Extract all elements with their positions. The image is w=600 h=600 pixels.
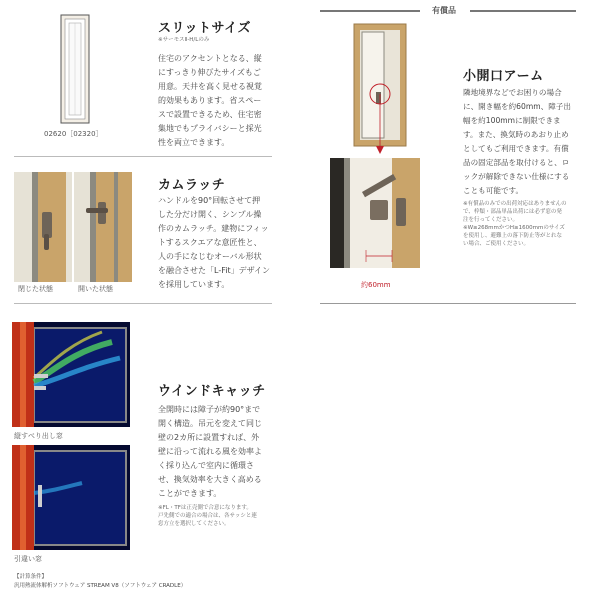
- cam-caption-closed: 閉じた状態: [18, 285, 53, 293]
- options-description: 隣地境界などでお困りの場合 に、開き幅を約60mm、障子出 幅を約100mmに制限できま す。また、換気時のあおり止め としてもご利用できます。有償 品の固定部品を取付けると、ロ ックが解除できない仕様にする ことも可能です。: [463, 88, 571, 195]
- airflow-sliding-drawing: [12, 445, 130, 550]
- options-header-rule-right: [470, 10, 576, 12]
- cam-latch-partial-image: [114, 172, 132, 282]
- cam-latch-closed-image: [14, 172, 72, 282]
- section-divider: [14, 303, 272, 304]
- options-header-rule-left: [320, 10, 420, 12]
- calc-text: 汎用熱流体解析ソフトウェア STREAM V8（ソフトウェア CRADLE）: [14, 583, 187, 589]
- airflow-simulation-casement: [12, 322, 130, 427]
- slit-subnote: ※サーモスⅡ-H/Lのみ: [158, 37, 210, 43]
- airflow-casement-drawing: [12, 322, 130, 427]
- slit-code-label: 02620［02320］: [44, 130, 103, 138]
- slit-description: 住宅のアクセントとなる、縦 にすっきり伸びたサイズもご 用意。天井を高く見せる視覚 的効果もあります。省スペー スで設置できるため、住宅密 集地でもプライバシーと採光 性を両立できます。: [158, 54, 262, 147]
- cam-latch-closed-drawing: [14, 172, 72, 282]
- cam-title: カムラッチ: [158, 178, 226, 193]
- cam-caption-open: 開いた状態: [78, 285, 113, 293]
- wind-title: ウインドキャッチ: [158, 384, 266, 399]
- arm-detail-drawing: [330, 158, 420, 268]
- section-divider: [14, 156, 272, 157]
- cam-description: ハンドルを90°回転させて押 した分だけ開く、シンプル操 作のカムラッチ。建物にフィッ トするスクエアな意匠性と、 人の手になじむオーバル形状 を融合させた「L-Fit」デザイン を採用しています。: [158, 196, 271, 289]
- slit-window-drawing: [60, 14, 90, 124]
- options-title: 小開口アーム: [463, 69, 544, 84]
- cam-latch-partial-drawing: [114, 172, 132, 282]
- wind-description: 全開時には障子が約90°まで 開く構造。吊元を変えて同じ 壁の2カ所に設置すれば、外 壁に沿って流れる風を効率よ く採り込んで室内に循環さ せ、換気効率を大きく高める ことができます。: [158, 405, 262, 498]
- options-header: 有償品: [432, 6, 456, 15]
- caption-casement: 縦すべり出し窓: [14, 432, 63, 440]
- arm-dimension-label: 約60mm: [361, 281, 391, 289]
- calc-label: 【計算条件】: [14, 574, 48, 580]
- options-bottom-rule: [320, 303, 576, 304]
- slit-window-image: [60, 14, 90, 124]
- caption-sliding: 引違い窓: [14, 555, 42, 563]
- airflow-simulation-sliding: [12, 445, 130, 550]
- wind-notes: ※FL・TFは正売側で合意になります。 戸先側での適合の場合は、各サッシと連 窓方立を選択してください。: [158, 505, 257, 527]
- small-opening-arm-detail-image: [330, 158, 420, 268]
- slit-title: スリットサイズ: [158, 21, 251, 36]
- options-notes: ※有償品のみでの出荷対応はありませんの で、枠類・部品単品出荷には必ず窓の発 注を行ってください。 ※W≥268mmかつH≥1600mmのサイズ を使用し、避難上の落下防止等がとれな い場合、ご使用ください。: [463, 201, 567, 247]
